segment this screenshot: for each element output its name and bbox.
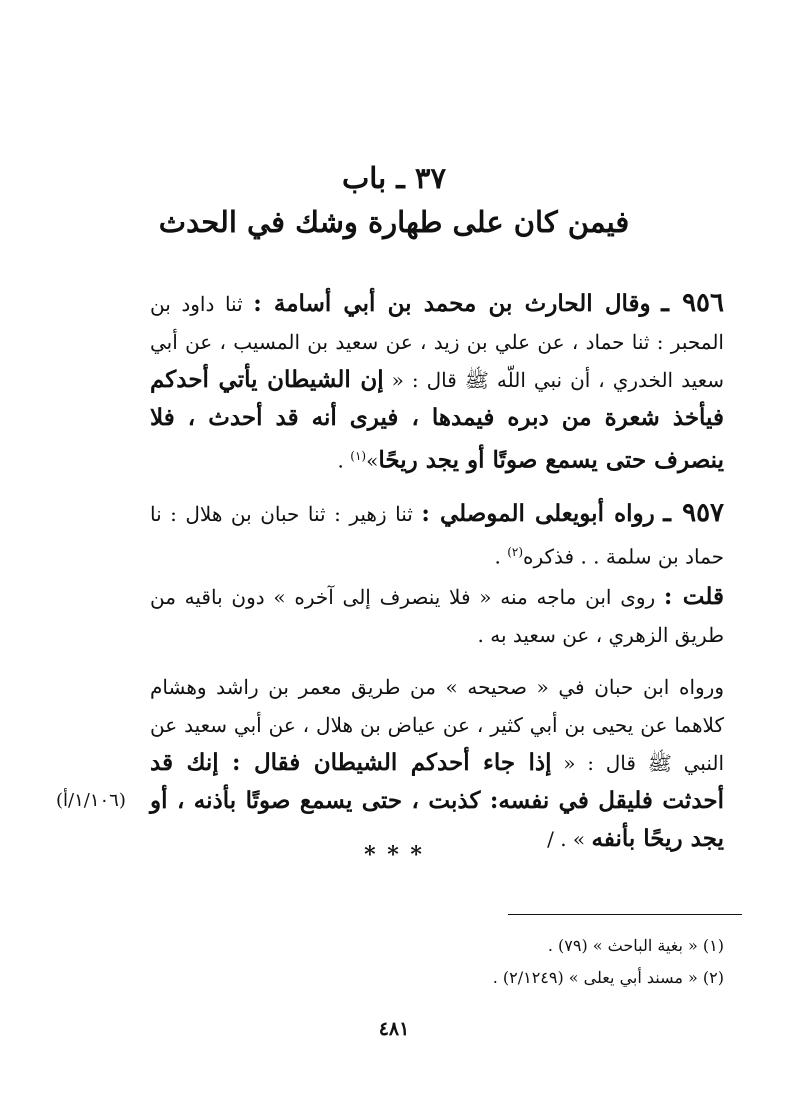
commentary-lead: قلت : xyxy=(663,583,724,610)
hadith-quote: إذا جاء أحدكم الشيطان فقال : إنك قد أحدثت فليقل في نفسه: كذبت ، حتى يسمع صوتًا بأذنه ، أو يجد ريحًا بأنفه xyxy=(150,749,724,852)
footnote-divider xyxy=(508,914,742,915)
commentary-text: روى ابن ماجه منه « فلا ينصرف إلى آخره » دون باقيه من طريق الزهري ، عن سعيد به . xyxy=(150,585,724,647)
chapter-subtitle: فيمن كان على طهارة وشك في الحدث xyxy=(158,205,630,239)
hadith-number: ٩٥٧ ـ xyxy=(663,498,725,528)
quote-close: » xyxy=(366,448,379,473)
footnote-marker: (١) xyxy=(350,449,367,463)
narrator-lead: رواه أبويعلى الموصلي : xyxy=(421,500,655,527)
end-mark: . xyxy=(337,448,344,473)
hadith-number: ٩٥٦ ـ xyxy=(661,288,724,318)
footnote-2: (٢) « مسند أبي يعلى » (٢/١٢٤٩) . xyxy=(492,968,724,987)
footnote-1: (١) « بغية الباحث » (٧٩) . xyxy=(547,936,724,955)
commentary-qult xyxy=(150,578,724,654)
section-separator: * * * xyxy=(364,842,424,868)
hadith-quote: إن الشيطان يأتي أحدكم فيأخذ شعرة من دبره فيمدها ، فيرى أنه قد أحدث ، فلا ينصرف حتى يسمع صوتًا أو يجد ريحًا xyxy=(150,366,724,474)
narrator-lead: وقال الحارث بن محمد بن أبي أسامة : xyxy=(253,290,651,317)
end-mark: . xyxy=(494,544,501,569)
end-mark: » . / xyxy=(547,827,586,851)
footnote-marker: (٢) xyxy=(507,545,524,559)
commentary-text: ورواه ابن حبان في « صحيحه » من طريق معمر بن راشد وهشام كلاهما عن يحيى بن أبي كثير ، عن عياض بن هلال ، عن أبي سعيد عن النبي ﷺ قال : « xyxy=(150,675,725,775)
isnad-text: ثنا داود بن المحبر : ثنا حماد ، عن علي بن زيد ، عن سعيد بن المسيب ، عن أبي سعيد الخدري ، أن نبي اللّه ﷺ قال : « xyxy=(150,292,725,392)
chapter-title: ٣٧ ـ باب xyxy=(341,161,447,195)
hadith-957 xyxy=(150,494,724,576)
page-number: ٤٨١ xyxy=(378,1018,410,1040)
commentary-ibn-hibban xyxy=(150,668,724,858)
isnad-text: ثنا زهير : ثنا حبان بن هلال : نا حماد بن سلمة . . فذكره xyxy=(150,502,724,569)
hadith-956 xyxy=(150,284,724,480)
manuscript-ref: (١/١٠٦/أ) xyxy=(56,790,126,811)
